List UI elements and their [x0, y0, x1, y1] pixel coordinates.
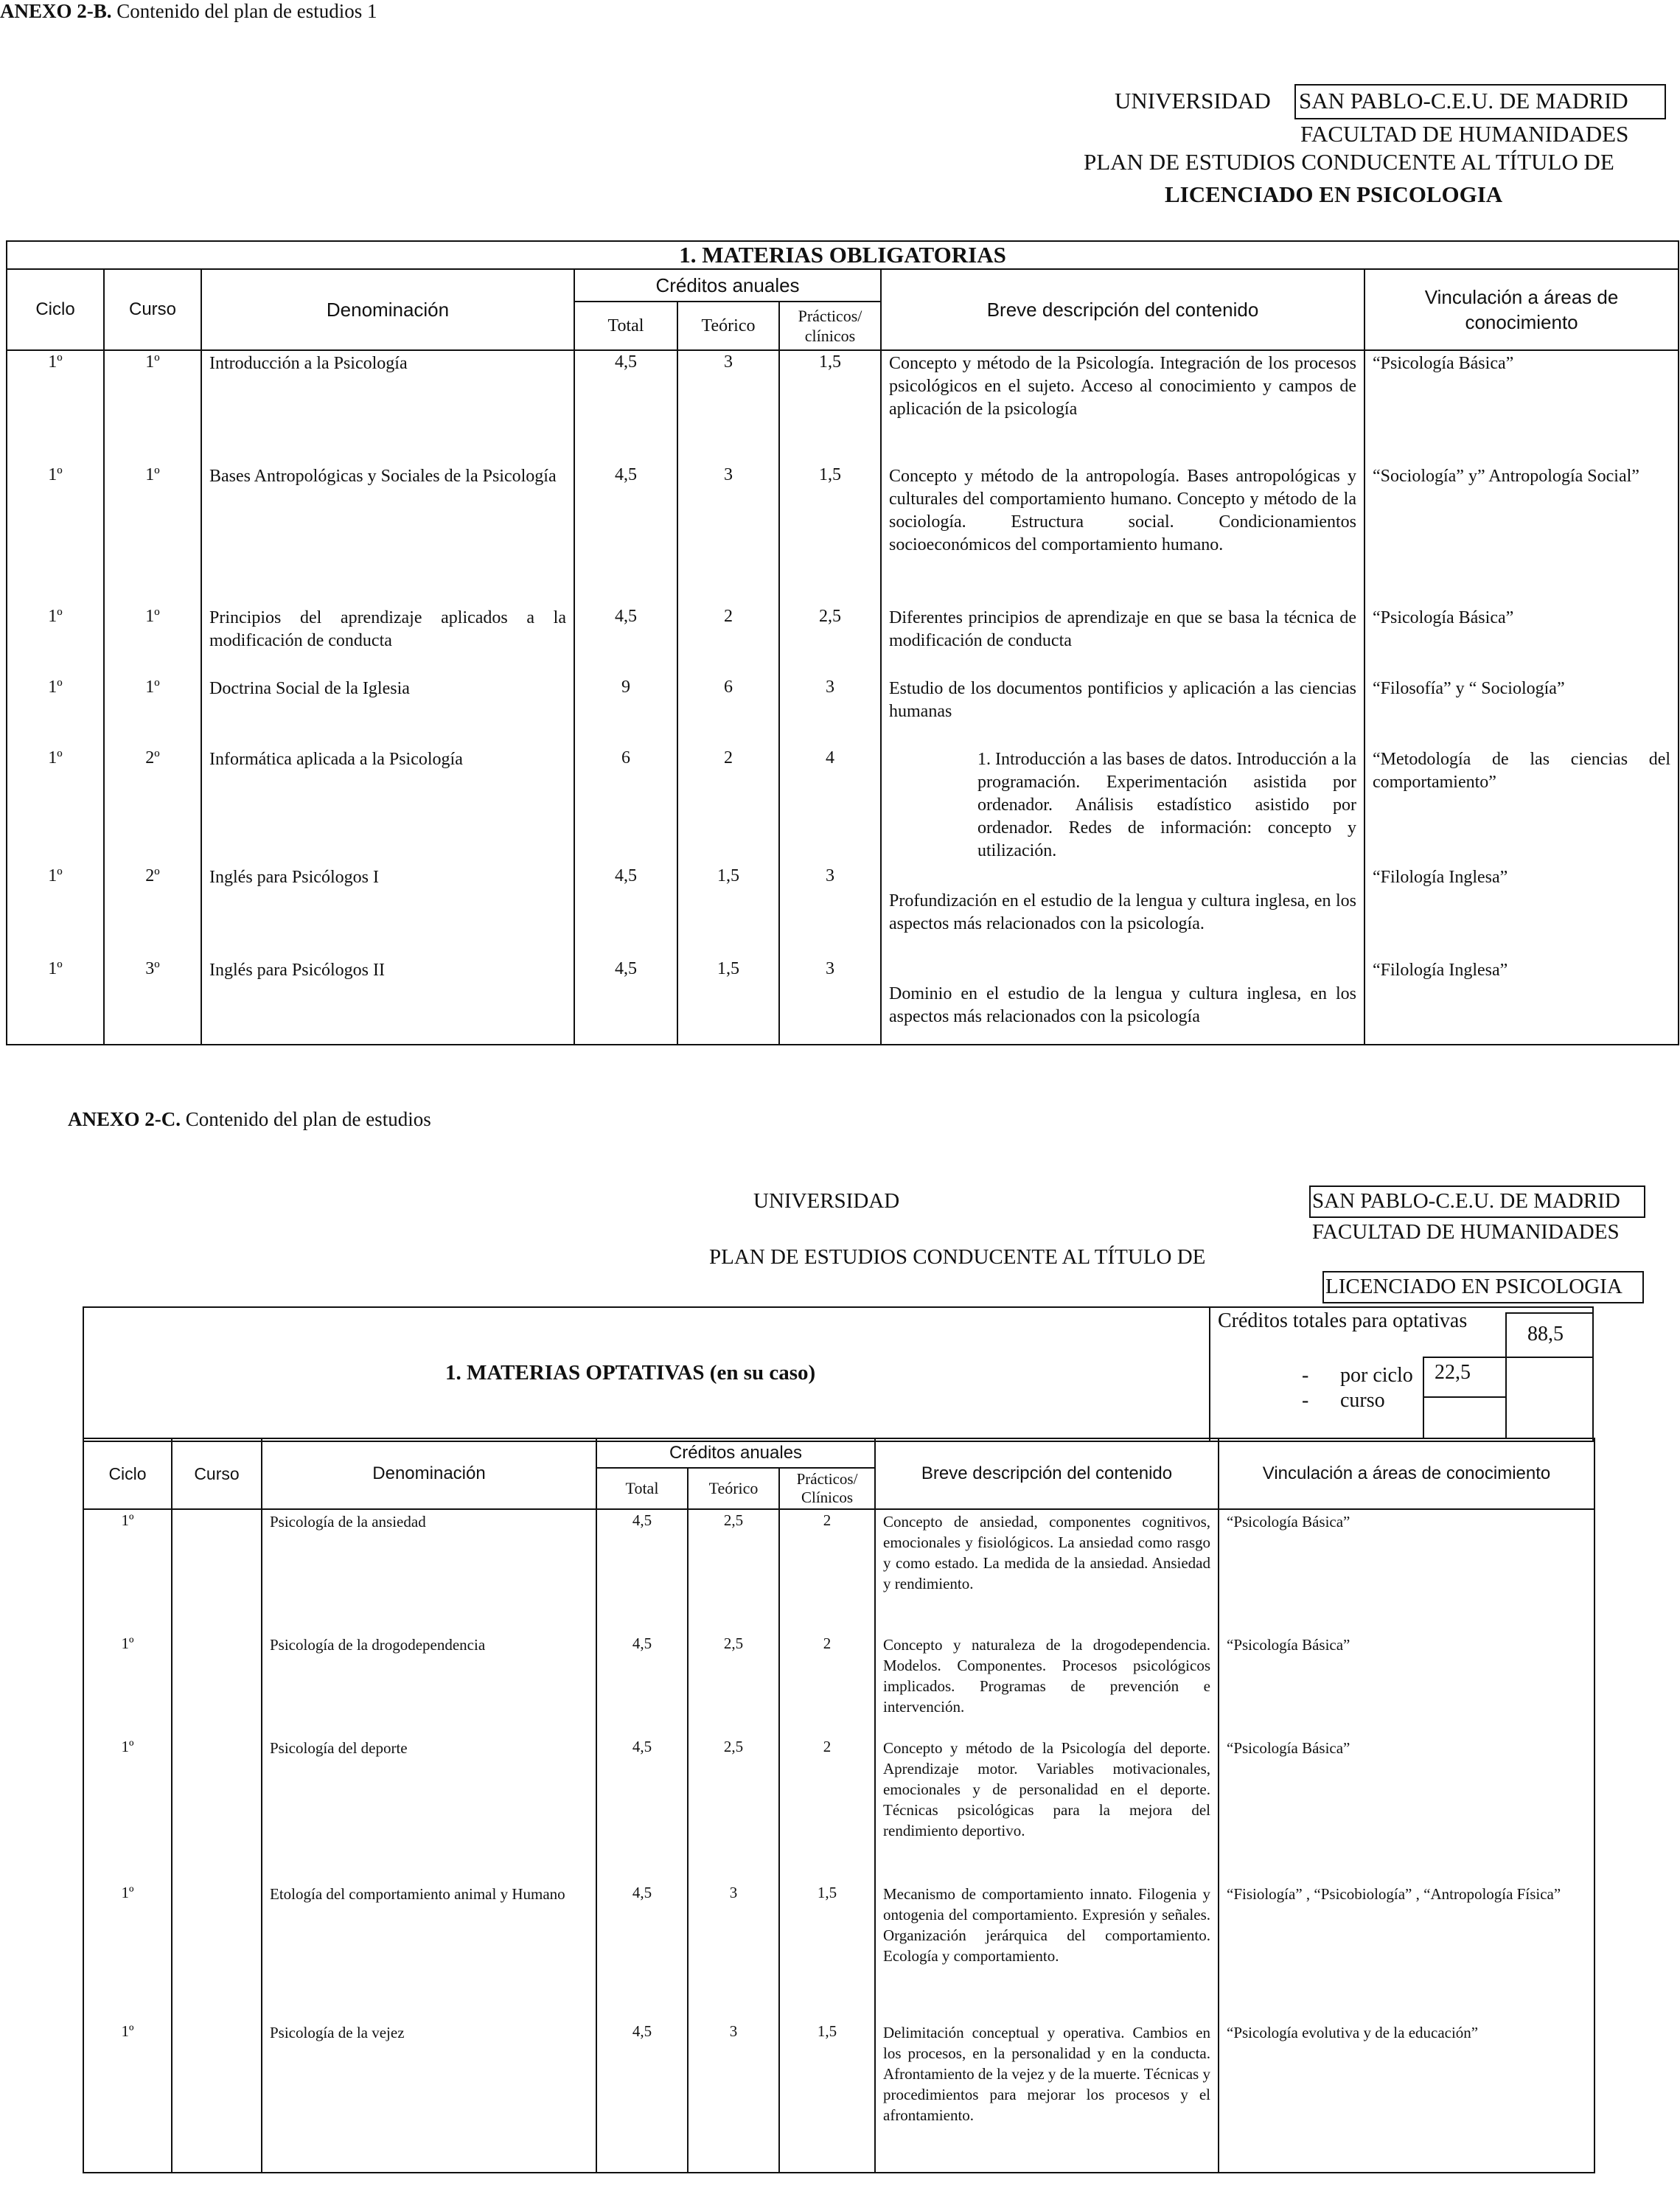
cell-curso: 1º [104, 676, 201, 747]
cell-denominacion: Psicología del deporte [262, 1736, 596, 1882]
cell-vinculacion: “Fisiología” , “Psicobiología” , “Antropología Física” [1219, 1882, 1594, 2021]
cell-teorico: 2,5 [688, 1509, 779, 1633]
cell-teorico: 3 [677, 464, 779, 605]
universidad-name: SAN PABLO-C.E.U. DE MADRID [1299, 88, 1628, 114]
universidad-label: UNIVERSIDAD [1115, 88, 1271, 114]
cell-curso [172, 2021, 262, 2173]
cell-ciclo: 1º [7, 605, 104, 676]
universidad-line [1115, 86, 1271, 116]
cell-curso [172, 1509, 262, 1633]
table-row [7, 464, 1679, 605]
cell-practicos: 3 [779, 676, 881, 747]
cell-total: 9 [574, 676, 677, 747]
cell-ciclo: 1º [83, 1633, 172, 1736]
table-row [83, 2021, 1594, 2173]
por-ciclo-value: 22,5 [1435, 1361, 1471, 1384]
cell-vinculacion: “Psicología Básica” [1364, 605, 1679, 676]
cell-denominacion: Psicología de la ansiedad [262, 1509, 596, 1633]
cell-descripcion: Concepto y método de la Psicología. Integración de los procesos psicológicos en el sujeto. Acceso al conocimiento y campos de aplicación de la psicología [881, 350, 1364, 464]
cell-curso: 3º [104, 958, 201, 1045]
table-row [83, 1736, 1594, 1882]
cell-practicos: 1,5 [779, 2021, 875, 2173]
universidad-c-label: UNIVERSIDAD [753, 1189, 900, 1213]
facultad: FACULTAD DE HUMANIDADES [1300, 121, 1629, 147]
c-header-descripcion: Breve descripción del contenido [875, 1438, 1219, 1509]
cell-denominacion: Psicología de la vejez [262, 2021, 596, 2173]
header-creditos: Créditos anuales [574, 269, 881, 302]
table-row [7, 958, 1679, 1045]
table-row [83, 1633, 1594, 1736]
titulo-c-box [1322, 1271, 1644, 1303]
cell-vinculacion: “Sociología” y” Antropología Social” [1364, 464, 1679, 605]
anexo-2b-heading [0, 0, 377, 23]
creditos-totales-label: Créditos totales para optativas [1218, 1309, 1468, 1332]
cell-total: 4,5 [574, 350, 677, 464]
cell-practicos: 1,5 [779, 1882, 875, 2021]
cell-teorico: 3 [688, 1882, 779, 2021]
cell-descripcion: 1. Introducción a las bases de datos. Introducción a la programación. Experimentación asistida por ordenador. Análisis estadístico asistido por ordenador. Redes de información: concepto y utilización. [881, 747, 1364, 865]
cell-teorico: 2,5 [688, 1736, 779, 1882]
anexo-2c-text: Contenido del plan de estudios [185, 1108, 431, 1130]
cell-ciclo: 1º [83, 1509, 172, 1633]
cell-curso [172, 1633, 262, 1736]
table-row [83, 1509, 1594, 1633]
anexo-2b-label: ANEXO 2-B. [0, 0, 112, 22]
cell-practicos: 3 [779, 865, 881, 958]
cell-denominacion: Bases Antropológicas y Sociales de la Psicología [201, 464, 574, 605]
cell-ciclo: 1º [7, 350, 104, 464]
cell-total: 4,5 [596, 1509, 688, 1633]
creditos-totales-value: 88,5 [1505, 1312, 1594, 1358]
plan-c-line: PLAN DE ESTUDIOS CONDUCENTE AL TÍTULO DE [709, 1245, 1206, 1269]
table-row [83, 1882, 1594, 2021]
cell-curso [172, 1882, 262, 2021]
facultad-c: FACULTAD DE HUMANIDADES [1312, 1220, 1620, 1244]
cell-ciclo: 1º [83, 1882, 172, 2021]
cell-teorico: 2 [677, 747, 779, 865]
table-row [7, 865, 1679, 958]
cell-denominacion: Informática aplicada a la Psicología [201, 747, 574, 865]
c-header-teorico: Teórico [688, 1468, 779, 1509]
cell-teorico: 3 [677, 350, 779, 464]
cell-vinculacion: “Filosofía” y “ Sociología” [1364, 676, 1679, 747]
optativas-title: 1. MATERIAS OPTATIVAS (en su caso) [445, 1361, 816, 1385]
cell-teorico: 1,5 [677, 958, 779, 1045]
cell-total: 4,5 [574, 865, 677, 958]
cell-total: 6 [574, 747, 677, 865]
anexo-2c-heading [68, 1108, 431, 1131]
cell-practicos: 2 [779, 1736, 875, 1882]
cell-curso: 1º [104, 605, 201, 676]
cell-descripcion: Profundización en el estudio de la lengua y cultura inglesa, en los aspectos más relacionados con la psicología. [881, 865, 1364, 958]
cell-ciclo: 1º [83, 1736, 172, 1882]
universidad-c-name: SAN PABLO-C.E.U. DE MADRID [1312, 1189, 1620, 1213]
cell-curso: 1º [104, 350, 201, 464]
c-header-total: Total [596, 1468, 688, 1509]
cell-descripcion: Concepto de ansiedad, componentes cognitivos, emocionales y fisiológicos. La ansiedad como rasgo y como estado. La medida de la ansiedad. Ansiedad y rendimiento. [875, 1509, 1219, 1633]
cell-practicos: 2,5 [779, 605, 881, 676]
materias-obligatorias-table [6, 240, 1679, 1045]
grid-divider [1424, 1396, 1505, 1398]
cell-descripcion: Concepto y método de la antropología. Bases antropológicas y culturales del comportamiento humano. Concepto y método de la sociología. Estructura social. Condicionamientos socioeconómicos del comportamiento humano. [881, 464, 1364, 605]
header-curso: Curso [104, 269, 201, 350]
materias-optativas-table [83, 1438, 1595, 2173]
table-title: 1. MATERIAS OBLIGATORIAS [7, 241, 1679, 269]
header-ciclo: Ciclo [7, 269, 104, 350]
header-vinculacion: Vinculación a áreas de conocimiento [1364, 269, 1679, 350]
cell-ciclo: 1º [7, 865, 104, 958]
c-header-denominacion: Denominación [262, 1438, 596, 1509]
cell-vinculacion: “Psicología Básica” [1219, 1509, 1594, 1633]
anexo-2c-label: ANEXO 2-C. [68, 1108, 181, 1130]
plan-line: PLAN DE ESTUDIOS CONDUCENTE AL TÍTULO DE [1084, 149, 1614, 175]
cell-practicos: 1,5 [779, 464, 881, 605]
cell-teorico: 2 [677, 605, 779, 676]
cell-vinculacion: “Psicología evolutiva y de la educación” [1219, 2021, 1594, 2173]
c-header-vinculacion: Vinculación a áreas de conocimiento [1219, 1438, 1594, 1509]
table-row [7, 676, 1679, 747]
cell-descripcion: Delimitación conceptual y operativa. Cambios en los procesos, en la personalidad y en la conducta. Afrontamiento de la vejez y de la muerte. Técnicas y procedimientos para mejorar los procesos y el afrontamiento. [875, 2021, 1219, 2173]
cell-vinculacion: “Psicología Básica” [1364, 350, 1679, 464]
cell-ciclo: 1º [7, 958, 104, 1045]
cell-total: 4,5 [596, 1736, 688, 1882]
cell-ciclo: 1º [7, 464, 104, 605]
cell-total: 4,5 [596, 1633, 688, 1736]
c-header-practicos: Prácticos/ Clínicos [779, 1468, 875, 1509]
header-total: Total [574, 302, 677, 350]
cell-total: 4,5 [574, 464, 677, 605]
dash-1: - [1302, 1364, 1309, 1387]
cell-practicos: 2 [779, 1633, 875, 1736]
c-header-curso: Curso [172, 1438, 262, 1509]
cell-teorico: 3 [688, 2021, 779, 2173]
cell-teorico: 2,5 [688, 1633, 779, 1736]
cell-teorico: 1,5 [677, 865, 779, 958]
c-header-ciclo: Ciclo [83, 1438, 172, 1509]
dash-2: - [1302, 1389, 1309, 1412]
cell-denominacion: Doctrina Social de la Iglesia [201, 676, 574, 747]
cell-practicos: 1,5 [779, 350, 881, 464]
header-practicos: Prácticos/ clínicos [779, 302, 881, 350]
cell-vinculacion: “Psicología Básica” [1219, 1736, 1594, 1882]
header-divider [1209, 1308, 1210, 1441]
cell-descripcion: Concepto y método de la Psicología del deporte. Aprendizaje motor. Variables motivacionales, emocionales y de personalidad en el deporte. Técnicas psicológicas para la mejora del rendimiento deportivo. [875, 1736, 1219, 1882]
cell-total: 4,5 [596, 1882, 688, 2021]
cell-descripcion: Mecanismo de comportamiento innato. Filogenia y ontogenia del comportamiento. Expresión y señales. Organización jerárquica del comportamiento. Ecología y comportamiento. [875, 1882, 1219, 2021]
cell-denominacion: Principios del aprendizaje aplicados a la modificación de conducta [201, 605, 574, 676]
table-row [7, 747, 1679, 865]
cell-ciclo: 1º [83, 2021, 172, 2173]
cell-descripcion: Concepto y naturaleza de la drogodependencia. Modelos. Componentes. Procesos psicológicos implicados. Programas de prevención e intervención. [875, 1633, 1219, 1736]
cell-total: 4,5 [574, 958, 677, 1045]
cell-descripcion: Estudio de los documentos pontificios y aplicación a las ciencias humanas [881, 676, 1364, 747]
cell-curso [172, 1736, 262, 1882]
anexo-2b-text: Contenido del plan de estudios 1 [116, 0, 377, 22]
cell-vinculacion: “Psicología Básica” [1219, 1633, 1594, 1736]
cell-curso: 2º [104, 747, 201, 865]
cell-curso: 1º [104, 464, 201, 605]
cell-descripcion: Diferentes principios de aprendizaje en que se basa la técnica de modificación de conducta [881, 605, 1364, 676]
titulo-c: LICENCIADO EN PSICOLOGIA [1325, 1275, 1623, 1298]
cell-vinculacion: “Filología Inglesa” [1364, 865, 1679, 958]
c-header-creditos: Créditos anuales [596, 1438, 875, 1468]
cell-ciclo: 1º [7, 747, 104, 865]
header-teorico: Teórico [677, 302, 779, 350]
cell-vinculacion: “Filología Inglesa” [1364, 958, 1679, 1045]
table-row [7, 605, 1679, 676]
cell-ciclo: 1º [7, 676, 104, 747]
cell-teorico: 6 [677, 676, 779, 747]
cell-curso: 2º [104, 865, 201, 958]
cell-vinculacion: “Metodología de las ciencias del comportamiento” [1364, 747, 1679, 865]
cell-practicos: 2 [779, 1509, 875, 1633]
cell-practicos: 4 [779, 747, 881, 865]
cell-total: 4,5 [596, 2021, 688, 2173]
cell-descripcion: Dominio en el estudio de la lengua y cultura inglesa, en los aspectos más relacionados con la psicología [881, 958, 1364, 1045]
cell-denominacion: Inglés para Psicólogos I [201, 865, 574, 958]
table-row [7, 350, 1679, 464]
creditos-grid [1423, 1357, 1507, 1439]
universidad-name-box [1294, 84, 1666, 119]
header-descripcion: Breve descripción del contenido [881, 269, 1364, 350]
cell-denominacion: Psicología de la drogodependencia [262, 1633, 596, 1736]
titulo: LICENCIADO EN PSICOLOGIA [1165, 181, 1503, 207]
universidad-c-name-box [1309, 1185, 1645, 1218]
por-ciclo-label: por ciclo [1340, 1364, 1413, 1387]
header-denominacion: Denominación [201, 269, 574, 350]
cell-total: 4,5 [574, 605, 677, 676]
cell-practicos: 3 [779, 958, 881, 1045]
cell-denominacion: Introducción a la Psicología [201, 350, 574, 464]
optativas-header-box [83, 1306, 1594, 1442]
cell-denominacion: Inglés para Psicólogos II [201, 958, 574, 1045]
cell-denominacion: Etología del comportamiento animal y Humano [262, 1882, 596, 2021]
curso-label: curso [1340, 1389, 1385, 1412]
